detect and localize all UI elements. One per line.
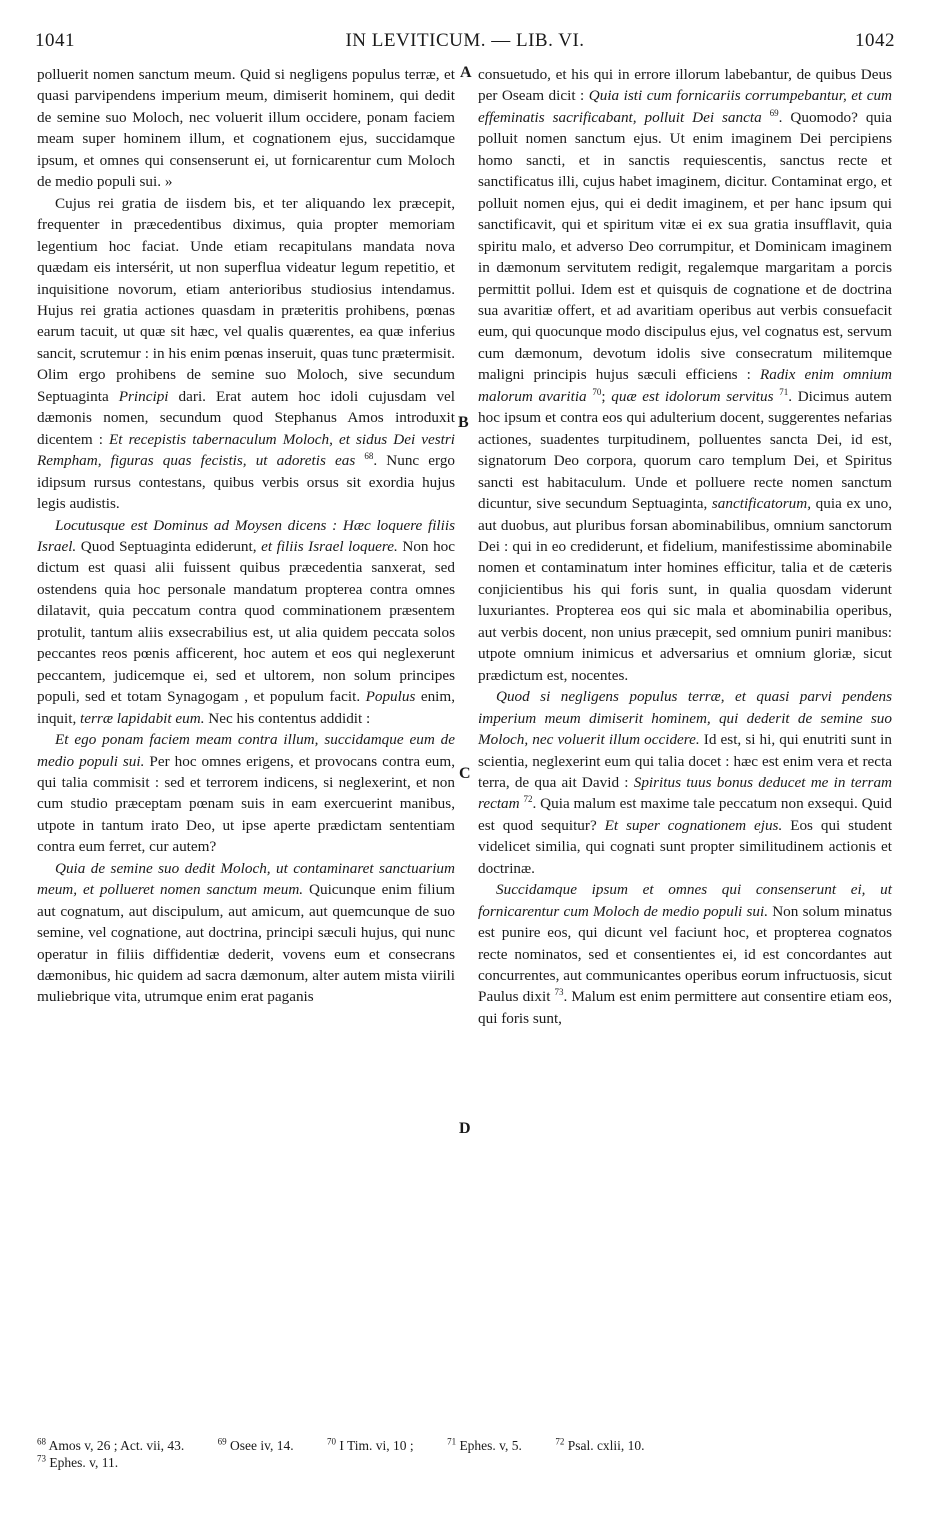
footnote: $^{72}$ Psal. cxlii, 10. — [555, 1436, 645, 1453]
footnote: $^{69}$ Osee iv, 14. — [217, 1436, 294, 1453]
right-page-number: 1042 — [855, 30, 895, 51]
left-column — [37, 64, 455, 1008]
margin-marker-a: A — [460, 64, 472, 81]
footnote: $^{70}$ I Tim. vi, 10 ; — [327, 1436, 414, 1453]
footnote-line — [37, 1437, 897, 1454]
footnote-ref[interactable]: 73 — [554, 987, 564, 998]
footnotes — [37, 1437, 897, 1471]
footnote-ref[interactable]: 68 — [364, 451, 374, 462]
paragraph: consuetudo, et his qui in errore illorum labebantur, de quibus Deus per Oseam dicit : Quia isti cum fornicariis corrumpebantur, et cum effeminatis sacrificabant, polluit Dei sancta $^{69}$. Quomodo? quia polluit nomen sanctum ejus. Ut enim imaginem Dei percipiens homo sancti, et in sanctis requiescentis, sanctus recte et sanctificatus illi, cujus habet imaginem, dicitur. Contaminat ergo, et polluit nomen ejus, qui ei dedit imaginem, et per hanc ipsum qui sanctificavit, qui et spiritum vitæ ei ex sua gratia insufflavit, quia spiritu malo, et adverso Deo corrumpitur, et Dominicam imaginem in dæmonum servitutem redigit, regalemque margaritam a porcis permittit pollui. Idem est et quisquis de cognatione et de doctrina sua avaritiæ offert, et ad avaritiam operibus aut verbis consuefacit eum, qui quocunque modo discipulus ejus, vel cognatus est, servum cum dæmonum, devotum idolis sive consecratum militemque maligni principis hujus sæculi efficiens : Radix enim omnium malorum avaritia $^{70}$; quæ est idolorum servitus $^{71}$. Dicimus autem hoc ipsum et contra eos qui adulterium docent, suggerentes nefarias actiones, suadentes turpitudinem, polluentes sancta Dei, id est, signatorum Deo corpora, quorum caro templum Dei, et Spiritus sancti est habitaculum. Unde et polluere recte nomen sanctum dicuntur, sive secundum Septuaginta, sanctificatorum, quia ex uno, aut duobus, aut pluribus forsan abominabilibus, omnium sanctorum Dei : qui in eo crediderunt, et fidelium, manifestissime abominabile nomen et contaminatum inter homines efficitur, talia et de cæteris conjicientibus his qui foris sunt, in qualia quosdam viderunt luxuriantes. Propterea eos qui sic mala et abominabilia operibus, aut verbis docent, non unius præcepit, sed omnium puniri manibus: utpote omnium inimicus et adversarius et omnium gloriæ, sicut prædictum est, nocentes. — [478, 66, 893, 684]
footnote: $^{68}$ Amos v, 26 ; Act. vii, 43. — [37, 1436, 185, 1453]
paragraph: polluerit nomen sanctum meum. Quid si negligens populus terræ, et quasi parvipendens imperium meum, dimiserit hominem, qui dedit de semine suo Moloch, nec voluerit illum occidere, ponam faciem meam super hominem illum, et cognationem ejus, succidamque ipsum, et omnes qui consenserunt ei, ut fornicarentur cum Moloch de medio populi sui. » — [37, 66, 455, 191]
footnote-ref[interactable]: 70 — [592, 386, 602, 397]
paragraph: Cujus rei gratia de iisdem bis, et ter aliquando lex præcepit, frequenter in præcedentibus diximus, quia propter memoriam legentium hoc faciat. Unde etiam recapitulans mandata nova quædam eis intersérit, ut non superflua videatur legum repetitio, et inquisitione novorum, etiam anterioribus studiosius intendamus. Hujus rei gratia actiones quasdam in præteritis prohibens, pœnas earum tacuit, ut quæ sit hæc, vel qualis quærentes, ea quæ inferius sancit, scrutemur : in his enim pœnas inseruit, quas tunc prætermisit. Olim ergo prohibens de semine suo Moloch, sive secundum Septuaginta Principi dari. Erat autem hoc idoli cujusdam vel dæmonis nomen, secundum quod Stephanus Amos introduxit dicentem : Et recepistis tabernaculum Moloch, et sidus Dei vestri Rempham, figuras quas fecistis, ut adoretis eas $^{68}$. Nunc ergo idipsum rursus contestans, quibus verbis orsus sit exordia hujus legis audistis. — [37, 194, 456, 513]
footnote-ref[interactable]: 72 — [523, 794, 533, 805]
margin-marker-c: C — [459, 765, 471, 782]
right-column — [478, 64, 892, 1029]
page-header — [35, 30, 895, 56]
footnote: $^{71}$ Ephes. v, 5. — [447, 1436, 522, 1453]
margin-marker-d: D — [459, 1120, 471, 1137]
margin-marker-b: B — [458, 414, 469, 431]
footnote-line — [37, 1454, 897, 1471]
paragraph: Locutusque est Dominus ad Moysen dicens : Hæc loquere filiis Israel. Quod Septuaginta ediderunt, et filiis Israel loquere. Non hoc dictum est quasi alii fuissent quibus præcedentia sanxerat, sed ostendens quia hoc personale mandatum propterea contra omnes dilatavit, quia peccatum contra quod comminationem præsentem protulit, tantum aliis exsecrabilius est, ut alia quidem peccata solos peccantes reos pœnis afficerent, hoc autem et eos qui neglexerunt peccantem, judicemque ei, sed et ultorem, non solum principes populi, sed et totam Synagogam , et populum facit. Populus enim, inquit, terræ lapidabit eum. Nec his contentus addidit : — [37, 516, 456, 727]
paragraph: Quod si negligens populus terræ, et quasi parvi pendens imperium meum dimiserit hominem, qui dederit de semine suo Moloch, nec voluerit illum occidere. Id est, si hi, qui enutriti sunt in scientia, neglexerint eum qui talia docet : hæc est enim vera et recta terra, de qua ait David : Spiritus tuus bonus deducet me in terram rectam $^{72}$. Quia malum est maxime tale peccatum non exsequi. Quid est quod sequitur? Et super cognationem ejus. Eos qui student videlicet similia, qui cognati sunt propter similitudinem actionis et doctrinæ. — [478, 688, 893, 877]
paragraph: Quia de semine suo dedit Moloch, ut contaminaret sanctuarium meum, et pollueret nomen sanctum meum. Quicunque enim filium aut cognatum, aut discipulum, aut amicum, aut quemcunque de suo semine, vel cognatione, aut doctrina, principi sæculi hujus, qui nunc operatur in filiis diffidentiæ dederit, vovens eum et consecrans dæmonibus, hic quidem ad sacra dæmonum, alter autem mista viirili muliebrique vita, utrumque enim erat paganis — [37, 859, 455, 1006]
paragraph: Et ego ponam faciem meam contra illum, succidamque eum de medio populi sui. Per hoc omnes erigens, et provocans contra eum, qui talia commisit : sed et terrorem indicens, si neglexerint, et non cum studio præceptam pœnam suis in eam exercuerint manibus, utpote in tantum irato Deo, ut ipse aperte prædictam sententiam contra eum ferret, cur autem? — [37, 731, 456, 856]
left-page-number: 1041 — [35, 30, 75, 51]
footnote: $^{73}$ Ephes. v, 11. — [37, 1453, 119, 1470]
running-title: IN LEVITICUM. — LIB. VI. — [345, 30, 585, 51]
footnote-ref[interactable]: 69 — [769, 107, 779, 118]
footnote-ref[interactable]: 71 — [779, 386, 789, 397]
paragraph: Succidamque ipsum et omnes qui consenserunt ei, ut fornicarentur cum Moloch de medio populi sui. Non solum minatus est punire eos, qui dicunt vel faciunt hoc, et propterea cognatos recte nominatos, sed et consentientes ei, id est concordantes aut concurrentes, aut communicantes operibus eorum infructuosis, sicut Paulus dixit $^{73}$. Malum est enim permittere aut consentire etiam eos, qui foris sunt, — [478, 881, 893, 1027]
